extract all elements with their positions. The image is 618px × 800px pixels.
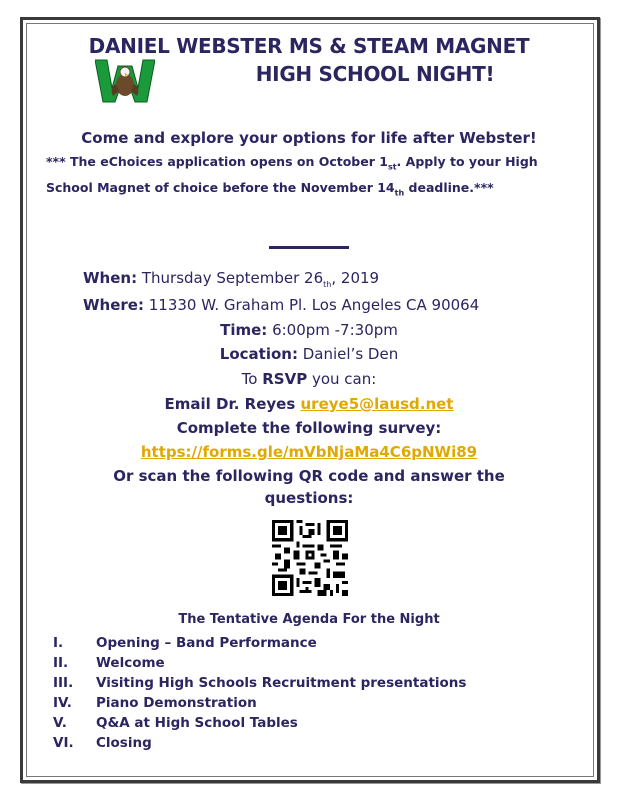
agenda-item-number: IV. [53, 695, 72, 711]
agenda-item [53, 653, 553, 673]
survey-link[interactable]: https://forms.gle/mVbNjaMa4C6pNWi89 [140, 443, 478, 461]
echoices-notice: *** The eChoices application opens on October $1_{st}$. Apply to your High School Magnet of choice before the November $14_{th}$ deadline.*** [46, 154, 538, 197]
section-divider [269, 246, 349, 249]
time-line: Time: 6:00pm -7:30pm [220, 321, 398, 339]
agenda-item [53, 673, 553, 693]
rsvp-line: To RSVP you can: [241, 370, 377, 388]
email-line: Email Dr. Reyes ureye5@lausd.net [164, 395, 454, 413]
qr-code-icon[interactable] [272, 520, 348, 596]
qr-instructions-line-1: Or scan the following QR code and answer the [113, 467, 505, 485]
email-link[interactable]: ureye5@lausd.net [300, 395, 454, 413]
webster-logo-icon [95, 58, 155, 104]
intro-headline: Come and explore your options for life after Webster! [81, 129, 537, 147]
qr-instructions-line-2: questions: [264, 489, 354, 507]
when-line: When: Thursday September $26_{th}$, 2019 [83, 269, 380, 289]
agenda-item-label: Welcome [96, 655, 165, 671]
agenda-list [53, 633, 553, 753]
agenda-item-label: Closing [96, 735, 152, 751]
agenda-item-number: III. [53, 675, 74, 691]
survey-text: Complete the following survey: [176, 419, 442, 437]
agenda-title: The Tentative Agenda For the Night [178, 612, 440, 627]
title-line-2: HIGH SCHOOL NIGHT! [255, 62, 495, 86]
agenda-item-label: Piano Demonstration [96, 695, 257, 711]
agenda-item [53, 633, 553, 653]
agenda-item [53, 713, 553, 733]
agenda-item-label: Opening – Band Performance [96, 635, 317, 651]
survey-line [0, 443, 618, 461]
agenda-item-label: Visiting High Schools Recruitment presentations [96, 675, 467, 691]
where-line: Where: 11330 W. Graham Pl. Los Angeles CA 90064 [83, 296, 480, 314]
agenda-item [53, 693, 553, 713]
agenda-item-number: II. [53, 655, 69, 671]
agenda-item-number: VI. [53, 735, 74, 751]
agenda-item-number: I. [53, 635, 64, 651]
agenda-item-number: V. [53, 715, 67, 731]
title-line-1: DANIEL WEBSTER MS & STEAM MAGNET [88, 34, 530, 58]
agenda-item-label: Q&A at High School Tables [96, 715, 298, 731]
agenda-item [53, 733, 553, 753]
location-line: Location: Daniel’s Den [219, 345, 399, 363]
